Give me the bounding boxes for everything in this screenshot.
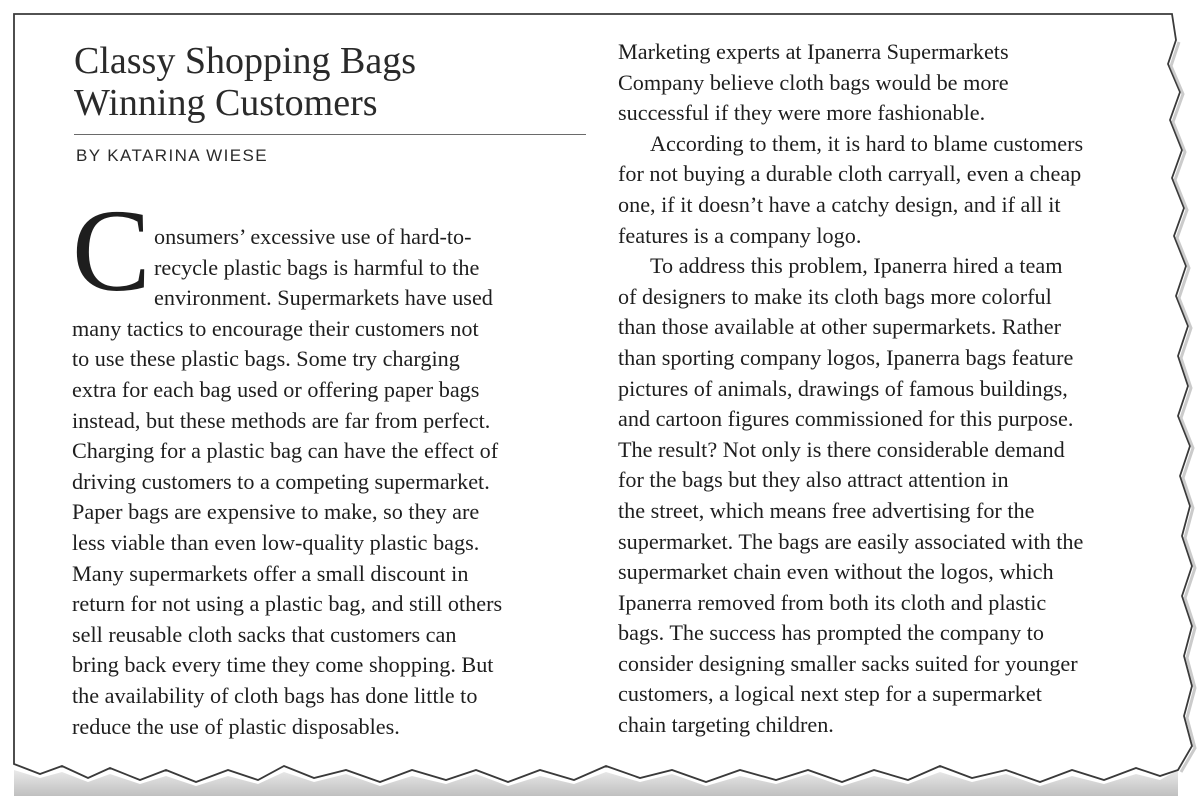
byline: BY KATARINA WIESE bbox=[76, 146, 268, 165]
right-line: than those available at other supermarkets. Rather bbox=[618, 314, 1061, 340]
right-line: The result? Not only is there considerable demand bbox=[618, 436, 1065, 462]
right-line: According to them, it is hard to blame customers bbox=[650, 130, 1084, 156]
left-line: onsumers’ excessive use of hard-to- bbox=[154, 224, 472, 249]
right-line: than sporting company logos, Ipanerra bags feature bbox=[618, 344, 1074, 370]
right-line: supermarket. The bags are easily associated with the bbox=[618, 528, 1084, 554]
headline-line-2: Winning Customers bbox=[74, 82, 378, 124]
right-line: the street, which means free advertising for the bbox=[618, 497, 1035, 523]
left-line: reduce the use of plastic disposables. bbox=[72, 713, 400, 739]
left-line: many tactics to encourage their customers not bbox=[72, 315, 479, 341]
article-headline bbox=[74, 40, 594, 124]
drop-cap: C bbox=[72, 185, 151, 316]
right-line: Company believe cloth bags would be more bbox=[618, 69, 1009, 95]
headline-line-1: Classy Shopping Bags bbox=[74, 40, 417, 82]
right-line: for not buying a durable cloth carryall, even a cheap bbox=[618, 161, 1082, 187]
right-line: Marketing experts at Ipanerra Supermarkets bbox=[618, 39, 1009, 64]
right-line: supermarket chain even without the logos, which bbox=[618, 559, 1054, 585]
left-line: environment. Supermarkets have used bbox=[154, 285, 493, 311]
left-line: return for not using a plastic bag, and still others bbox=[72, 591, 503, 617]
left-line: Charging for a plastic bag can have the effect of bbox=[72, 438, 499, 464]
right-line: features is a company logo. bbox=[618, 222, 862, 248]
right-line: bags. The success has prompted the company to bbox=[618, 620, 1044, 646]
right-line: consider designing smaller sacks suited for younger bbox=[618, 650, 1078, 676]
right-line: chain targeting children. bbox=[618, 712, 834, 738]
right-line: for the bags but they also attract attention in bbox=[618, 467, 1009, 493]
left-line: less viable than even low-quality plastic bags. bbox=[72, 529, 480, 555]
left-line: bring back every time they come shopping. But bbox=[72, 652, 494, 678]
left-line: recycle plastic bags is harmful to the bbox=[154, 254, 480, 280]
headline-divider bbox=[74, 134, 586, 135]
right-line: successful if they were more fashionable. bbox=[618, 100, 986, 126]
right-line: Ipanerra removed from both its cloth and plastic bbox=[618, 589, 1047, 615]
right-line: customers, a logical next step for a supermarket bbox=[618, 681, 1042, 707]
right-column-text bbox=[618, 37, 1148, 741]
left-line: driving customers to a competing supermarket. bbox=[72, 468, 490, 494]
left-line: the availability of cloth bags has done little to bbox=[72, 682, 478, 708]
left-line: Paper bags are expensive to make, so they are bbox=[72, 499, 480, 525]
left-line: extra for each bag used or offering paper bags bbox=[72, 376, 480, 402]
left-line: to use these plastic bags. Some try charging bbox=[72, 346, 460, 372]
right-line: pictures of animals, drawings of famous buildings, bbox=[618, 375, 1068, 401]
left-line: Many supermarkets offer a small discount in bbox=[72, 560, 469, 586]
left-line: instead, but these methods are far from perfect. bbox=[72, 407, 491, 433]
headline-block bbox=[74, 40, 594, 124]
right-line: To address this problem, Ipanerra hired a team bbox=[650, 253, 1063, 279]
left-line: sell reusable cloth sacks that customers can bbox=[72, 621, 457, 647]
right-line: and cartoon figures commissioned for this purpose. bbox=[618, 406, 1074, 432]
right-line: one, if it doesn’t have a catchy design, and if all it bbox=[618, 191, 1061, 217]
left-column-text bbox=[72, 222, 602, 742]
right-line: of designers to make its cloth bags more colorful bbox=[618, 283, 1052, 309]
